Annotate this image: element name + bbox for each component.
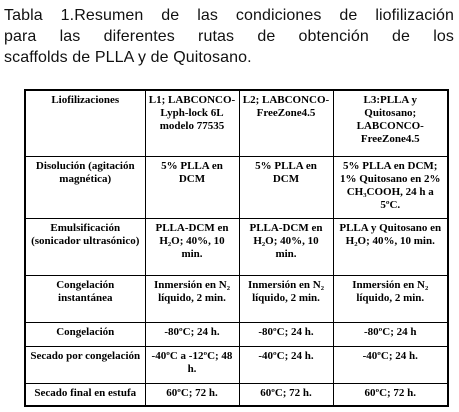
table-cell: -80ºC; 24 h — [333, 323, 448, 346]
table-caption — [4, 5, 454, 68]
table-header-row — [25, 90, 448, 156]
table-cell: Inmersión en N₂ líquido, 2 min. — [333, 276, 448, 323]
table-cell: 5% PLLA en DCM — [145, 156, 239, 218]
row-label: Emulsificación (sonicador ultrasónico) — [25, 218, 145, 276]
table-cell: 5% PLLA en DCM; 1% Quitosano en 2% CH₃COOH, 24 h a 5ºC. — [333, 156, 448, 218]
row-label: Disolución (agitación magnética) — [25, 156, 145, 218]
row-label: Secado por congelación — [25, 346, 145, 383]
row-label: Congelación — [25, 323, 145, 346]
table-row — [25, 384, 448, 406]
table-row — [25, 346, 448, 383]
row-label: Congelación instantánea — [25, 276, 145, 323]
header-cell: L2; LABCONCO-FreeZone4.5 — [239, 90, 333, 156]
header-cell: Liofilizaciones — [25, 90, 145, 156]
table-cell: 60ºC; 72 h. — [239, 384, 333, 406]
table-cell: 5% PLLA en DCM — [239, 156, 333, 218]
table-cell: Inmersión en N₂ líquido, 2 min. — [239, 276, 333, 323]
table-cell: -80ºC; 24 h. — [239, 323, 333, 346]
header-cell: L3:PLLA y Quitosano; LABCONCO-FreeZone4.5 — [333, 90, 448, 156]
table-cell: 60ºC; 72 h. — [333, 384, 448, 406]
caption-line-3: scaffolds de PLLA y de Quitosano. — [4, 49, 252, 66]
table-cell: -40ºC; 24 h. — [333, 346, 448, 383]
table-cell: PLLA-DCM en H₂O; 40%, 10 min. — [239, 218, 333, 276]
table-cell: PLLA-DCM en H₂O; 40%, 10 min. — [145, 218, 239, 276]
caption-line-1: Tabla 1.Resumen de las condiciones de liofilización — [4, 7, 454, 24]
table-row — [25, 218, 448, 276]
table-row — [25, 276, 448, 323]
lyophilization-table — [24, 89, 449, 407]
table-cell: Inmersión en N₂ líquido, 2 min. — [145, 276, 239, 323]
header-cell: L1; LABCONCO-Lyph-lock 6L modelo 77535 — [145, 90, 239, 156]
table-cell: -40ºC; 24 h. — [239, 346, 333, 383]
table-cell: -40ºC a -12ºC; 48 h. — [145, 346, 239, 383]
table-cell: -80ºC; 24 h. — [145, 323, 239, 346]
caption-line-2: para las diferentes rutas de obtención de los — [4, 28, 454, 45]
table-row — [25, 323, 448, 346]
table-row — [25, 156, 448, 218]
table-cell: 60ºC; 72 h. — [145, 384, 239, 406]
row-label: Secado final en estufa — [25, 384, 145, 406]
table-cell: PLLA y Quitosano en H₂O; 40%, 10 min. — [333, 218, 448, 276]
